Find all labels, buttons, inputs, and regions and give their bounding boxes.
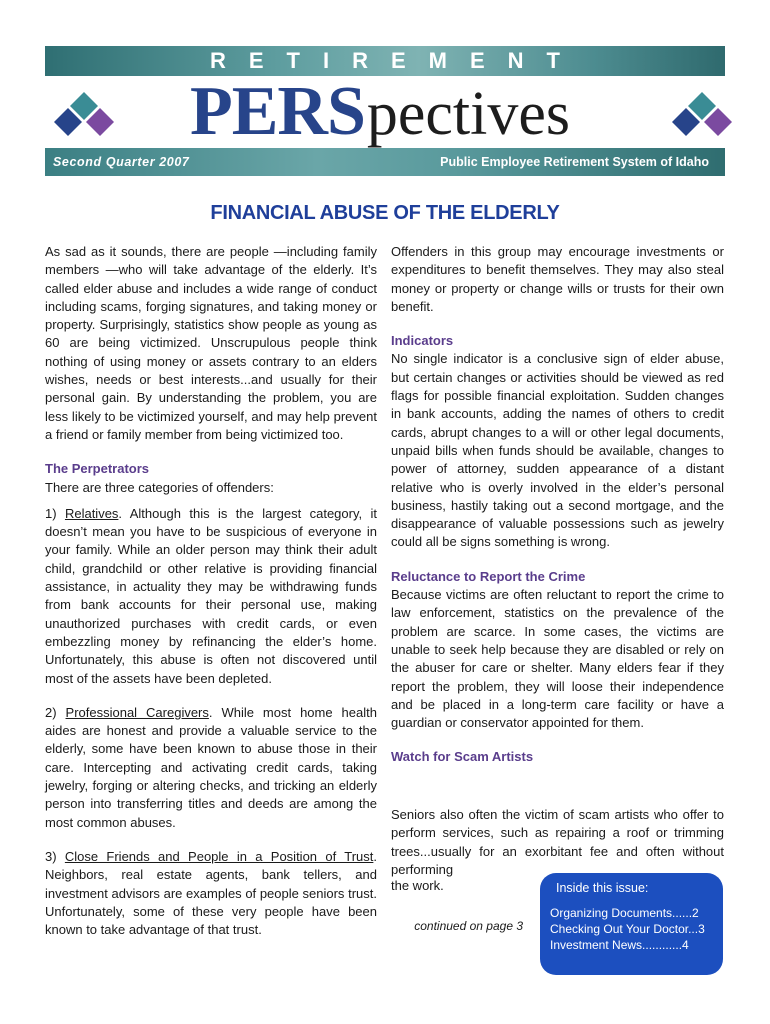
indicators-paragraph: No single indicator is a conclusive sign of elder abuse, but certain changes or activities should be viewed as red flags for possible financial exploitation. Sudden changes in bank accounts, adding the names of others to credit cards, abrupt changes to a will or other legal documents, unpaid bills when funds should be available, changes to power of attorney, sudden appearance of a distant relative who is overly involved in the elder’s personal business, hastily taking out a second mortgage, and the disappearance of valuable possessions such as jewelry could all be signs something is wrong. bbox=[391, 351, 724, 550]
inside-item-investment[interactable]: Investment News............4 bbox=[550, 938, 689, 952]
inside-this-issue-box bbox=[540, 873, 723, 975]
perpetrators-intro: There are three categories of offenders: bbox=[45, 479, 274, 495]
inside-title: Inside this issue: bbox=[556, 881, 649, 895]
list-item bbox=[45, 704, 377, 832]
item-number: 3) bbox=[45, 848, 57, 864]
title-caps: PERS bbox=[189, 73, 365, 150]
item-text: . Although this is the largest category, it doesn’t mean you have to be suspicious of everyone in your family. While an older person may think their adult child, grandchild or other relative is providing financial assistance, in actuality they may be withdrawing funds from bank accounts for their personal use, making unauthorized purchases with credit cards, or even embezzling money by refinancing the elder’s home. Unfortunately, this abuse is often not discovered until most of the assets have been depleted. bbox=[45, 505, 377, 686]
scam-paragraph-wrap bbox=[391, 806, 724, 879]
perpetrators-heading: The Perpetrators bbox=[45, 461, 150, 477]
scam-last-line: the work. bbox=[391, 878, 444, 893]
scam-text: Seniors also often the victim of scam artists who offer to perform services, such as repairing a roof or trimming trees...usually for an exorbitant fee and often without performing bbox=[391, 807, 724, 877]
item-text: . While most home health aides are honest and provide a valuable service to the elderly, some have been known to abuse those in their care. Intercepting and activating credit cards, taking jewelry, forging or altering checks, and tricking an elderly person into transferring titles and deeds are among the most common abuses. bbox=[45, 704, 377, 830]
item-title: Professional Caregivers bbox=[65, 704, 209, 720]
item-number: 2) bbox=[45, 704, 57, 720]
item-number: 1) bbox=[45, 505, 57, 521]
inside-item-doctor[interactable]: Checking Out Your Doctor...3 bbox=[550, 922, 705, 936]
title-rest: pectives bbox=[366, 80, 571, 148]
reluctance-paragraph: Because victims are often reluctant to report the crime to law enforcement, statistics on the prevalence of the problem are scarce. In some cases, the victims are unable to seek help because they are disabled or rely on the abuser for care or shelter. Many elders fear if they report the problem, they will loose their independence and be placed in a long-term care facility or have a guardian or conservator appointed for them. bbox=[391, 587, 724, 731]
intro-paragraph: As sad as it sounds, there are people —including family members —who will take advantage of the elderly. It’s called elder abuse and includes a wide range of conduct including scams, forging signatures, and taking money or property. Surprisingly, statistics show people as young as 60 are being victimized. Unscrupulous people think nothing of using money or assets contrary to an elders wishes, needs or best interests...and usually for their personal gain. By understanding the problem, you are less likely to be victimized yourself, and may help prevent a friend or family member from being victimized too. bbox=[45, 244, 377, 442]
diamond-logo-icon bbox=[670, 88, 734, 152]
right-column bbox=[391, 243, 724, 767]
publisher-name: Public Employee Retirement System of Idaho bbox=[440, 155, 709, 169]
continued-note: continued on page 3 bbox=[414, 919, 523, 933]
reluctance-heading: Reluctance to Report the Crime bbox=[391, 568, 586, 584]
item-title: Close Friends and People in a Position of Trust bbox=[64, 848, 374, 864]
masthead-title bbox=[130, 72, 630, 152]
indicators-heading: Indicators bbox=[391, 333, 454, 349]
left-column bbox=[45, 243, 377, 955]
list-item bbox=[45, 848, 377, 939]
band-word: RETIREMENT bbox=[210, 48, 583, 73]
list-item bbox=[45, 505, 377, 688]
scam-heading: Watch for Scam Artists bbox=[391, 749, 534, 765]
item-title: Relatives bbox=[64, 505, 119, 521]
offenders-paragraph: Offenders in this group may encourage investments or expenditures to benefit themselves. They may also steal money or property or change wills or trusts for their own benefit. bbox=[391, 244, 724, 314]
article-headline: FINANCIAL ABUSE OF THE ELDERLY bbox=[210, 202, 560, 224]
masthead-bottom-band bbox=[45, 148, 725, 176]
issue-date: Second Quarter 2007 bbox=[53, 155, 190, 169]
diamond-logo-icon bbox=[52, 88, 116, 152]
inside-item-organizing[interactable]: Organizing Documents......2 bbox=[550, 906, 699, 920]
item-text: . Neighbors, real estate agents, bank tellers, and investment advisors are examples of people seniors trust. Unfortunately, some of these very people have been known to take advantage of that trust. bbox=[45, 848, 377, 938]
